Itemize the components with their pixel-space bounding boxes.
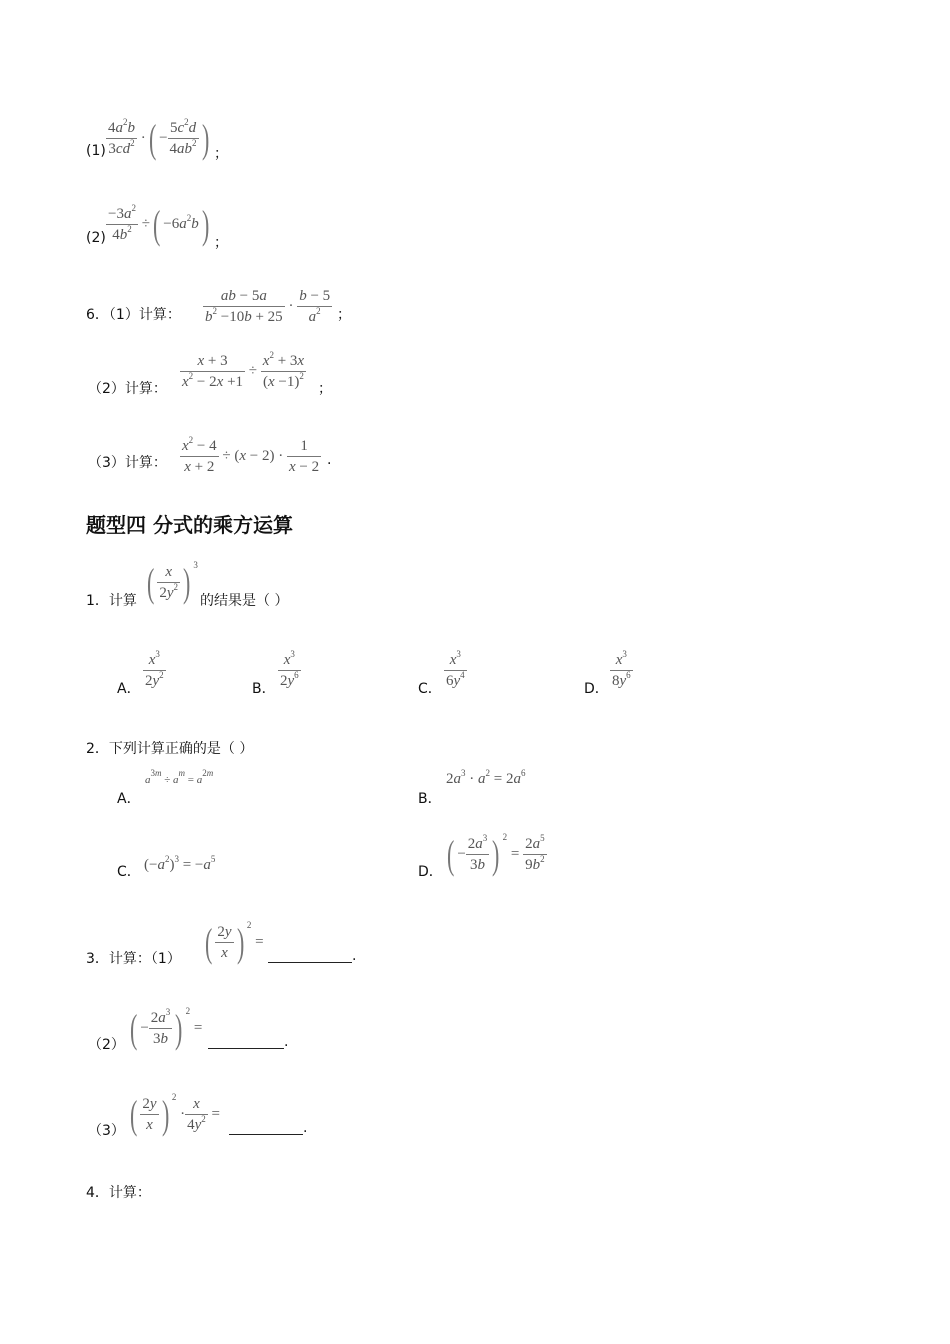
p5-item1-label: (1) (86, 143, 106, 159)
q6-stem-end: ； (337, 307, 351, 323)
q1-suffix: 的结果是（ ） (200, 593, 289, 609)
q3-part2-end: . (284, 1034, 289, 1050)
q2-option-a-expr[interactable]: $a^{3m} \div a^m = a^{2m}$ (145, 768, 214, 786)
q3-stem: 3．计算：（1） (86, 951, 181, 967)
q2-option-a-label[interactable]: A． (117, 791, 141, 807)
q6-part3-expr: $\frac{x^2 - 4}{x + 2}$ ÷ (x − 2) · $\frac{1}{x - 2}$ (182, 435, 320, 475)
q3-part3-end: . (303, 1120, 308, 1136)
q6-stem: 6．（1）计算： (86, 307, 181, 323)
p5-item2-expr: $\frac{-3a^2}{4b^2}$ ÷( $-6a^2b$) (108, 201, 210, 247)
q3-part3-expr: ( $\frac{2y}{x}$ ) $^2$ · $\frac{x}{4y^2}$ = (129, 1091, 220, 1137)
q1-option-d-label[interactable]: D． (584, 681, 609, 697)
q4-stem: 4．计算： (86, 1185, 151, 1201)
q6-part2-label: （2）计算： (88, 381, 167, 397)
q1-option-a-expr[interactable]: $\frac{x^3}{2y^2}$ (145, 649, 164, 689)
q1-prefix: 1．计算 (86, 593, 137, 609)
q2-stem: 2．下列计算正确的是（ ） (86, 741, 254, 757)
q2-option-b-label[interactable]: B． (418, 791, 442, 807)
q3-part2-answer-blank[interactable] (208, 1034, 284, 1049)
q3-part3-label: （3） (88, 1123, 125, 1139)
q2-option-c-label[interactable]: C． (117, 864, 141, 880)
q2-option-d-label[interactable]: D． (418, 864, 443, 880)
q6-part2-end: ； (318, 381, 332, 397)
p5-item2-label: (2) (86, 230, 106, 246)
q1-option-b-label[interactable]: B． (252, 681, 276, 697)
q6-part1-expr: $\frac{ab - 5a}{b^2 -10b + 25}$ · $\frac{b - 5}{a^2}$ (205, 288, 331, 325)
q3-part2-label: （2） (88, 1037, 125, 1053)
q1-option-a-label[interactable]: A． (117, 681, 141, 697)
section-title: 题型四 分式的乘方运算 (86, 513, 293, 537)
q6-part2-expr: $\frac{x + 3}{x^2 - 2x +1}$ ÷ $\frac{x^2 + 3x}{(x -1)^2}$ (182, 350, 305, 390)
q1-option-d-expr[interactable]: $\frac{x^3}{8y^6}$ (612, 649, 631, 689)
q2-option-d-expr[interactable]: ( − $\frac{2a^3}{3b}$ ) $^2$ = $\frac{2a^5}{9b^2}$ (446, 831, 545, 877)
q2-option-b-expr[interactable]: $2a^3 \cdot a^2 = 2a^6$ (446, 768, 526, 787)
q1-option-b-expr[interactable]: $\frac{x^3}{2y^6}$ (280, 649, 299, 689)
p5-item2-end: ； (214, 235, 228, 251)
p5-item1-expr: $\frac{4a^2b}{3cd^2}$ ·( − $\frac{5c^2d}{4ab^2}$ ) (108, 115, 209, 161)
p5-item1-end: ； (214, 146, 228, 162)
q1-option-c-expr[interactable]: $\frac{x^3}{6y^4}$ (446, 649, 465, 689)
q1-expr: ( $\frac{x}{2y^2}$ ) $^3$ (146, 559, 198, 605)
q6-part3-end: . (327, 452, 332, 468)
q3-part3-answer-blank[interactable] (229, 1120, 303, 1135)
q3-part2-expr: ( − $\frac{2a^3}{3b}$ ) $^2$ = (129, 1005, 203, 1051)
q3-part1-expr: ( $\frac{2y}{x}$ ) $^2$ = (204, 919, 264, 965)
q3-part1-answer-blank[interactable] (268, 948, 352, 963)
q1-option-c-label[interactable]: C． (418, 681, 442, 697)
q6-part3-label: （3）计算： (88, 455, 167, 471)
q2-option-c-expr[interactable]: $(-a^2)^3 = -a^5$ (144, 854, 216, 873)
q3-part1-end: . (352, 948, 357, 964)
